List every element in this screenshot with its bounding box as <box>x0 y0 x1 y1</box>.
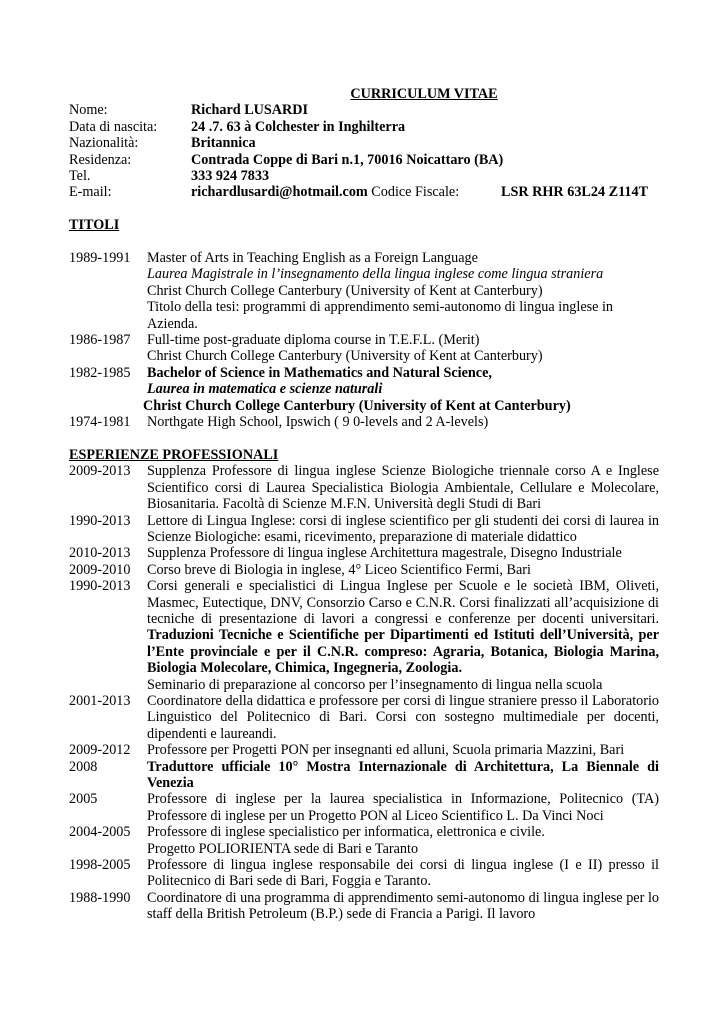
personal-info <box>69 102 659 200</box>
entry-text: Professore di lingua inglese responsabile dei corsi di lingua inglese (I e II) presso il Politecnico di Bari sede di Bari, Foggia e Taranto. <box>147 857 659 890</box>
list-item <box>69 332 659 365</box>
phone-row <box>69 168 659 184</box>
entry-text: Professore di inglese specialistico per informatica, elettronica e civile. <box>147 824 545 841</box>
list-item <box>69 693 659 742</box>
list-item <box>69 513 659 546</box>
fiscal-code-value: LSR RHR 63L24 Z114T <box>501 184 649 201</box>
email-row <box>69 184 659 200</box>
entry-line: Northgate High School, Ipswich ( 9 0-levels and 2 A-levels) <box>147 414 489 431</box>
entry-bold-text: Traduzioni Tecniche e Scientifiche per Dipartimenti ed Istituti dell’Università, per l’Ente provinciale e per il C.N.R. compreso: Agraria, Botanica, Biologia Marina, Biologia Molecolare, Chimica, Ingegneria, Zoologia. <box>147 627 659 677</box>
phone-value: 333 924 7833 <box>191 168 270 185</box>
name-row <box>69 102 659 118</box>
entry-year: 1989-1991 <box>69 250 131 267</box>
esperienze-list <box>69 463 659 922</box>
entry-text: Corso breve di Biologia in inglese, 4° Liceo Scientifico Fermi, Bari <box>147 561 531 578</box>
nationality-value: Britannica <box>191 135 256 152</box>
entry-year: 2004-2005 <box>69 824 131 841</box>
entry-line: Christ Church College Canterbury (University of Kent at Canterbury) <box>143 397 571 414</box>
entry-line: Full-time post-graduate diploma course in T.E.F.L. (Merit) <box>147 332 480 349</box>
list-item <box>69 545 659 561</box>
entry-year: 2009-2010 <box>69 561 131 578</box>
entry-text: Supplenza Professore di lingua inglese Scienze Biologiche triennale corso A e Inglese Scientifico corsi di Laurea Specialistica Biologia Ambientale, Cellulare e Molecolare, Biosanitaria. Facoltà di Scienze M.F.N. Università degli Studi di Bari <box>147 463 659 513</box>
entry-text: Lettore di Lingua Inglese: corsi di inglese scientifico per gli studenti dei corsi di laurea in Scienze Biologiche: esami, ricevimento, preparazione di materiale didattico <box>147 512 659 545</box>
entry-year: 1990-2013 <box>69 578 131 595</box>
nationality-label: Nazionalità: <box>69 135 139 152</box>
entry-line: Bachelor of Science in Mathematics and Natural Science, <box>147 364 492 381</box>
entry-year: 1982-1985 <box>69 364 131 381</box>
entry-text: Supplenza Professore di lingua inglese Architettura magestrale, Disegno Industriale <box>147 545 622 562</box>
entry-line: Laurea Magistrale in l’insegnamento della lingua inglese come lingua straniera <box>147 266 604 283</box>
entry-year: 2009-2013 <box>69 463 131 480</box>
entry-text: Professore di inglese per la laurea specialistica in Informazione, Politecnico (TA) Professore di inglese per un Progetto PON al Liceo Scientifico L. Da Vinci Noci <box>147 791 659 824</box>
entry-year: 2001-2013 <box>69 692 131 709</box>
residence-row <box>69 152 659 168</box>
entry-text: Corsi generali e specialistici di Lingua Inglese per Scuole e le società IBM, Oliveti, Masmec, Eutectique, DNV, Consorzio Carso e C.N.R. Corsi finalizzati all’acquisizione di tecniche di presentazione di lavori a congressi e conferenze per docenti universitari. <box>147 578 659 627</box>
entry-year: 2005 <box>69 791 98 808</box>
residence-value: Contrada Coppe di Bari n.1, 70016 Noicattaro (BA) <box>191 151 504 168</box>
entry-year: 1998-2005 <box>69 857 131 874</box>
entry-text: Professore per Progetti PON per insegnanti ed alluni, Scuola primaria Mazzini, Bari <box>147 742 625 759</box>
cv-page <box>69 86 659 923</box>
residence-label: Residenza: <box>69 151 132 168</box>
entry-line: Christ Church College Canterbury (University of Kent at Canterbury) <box>147 348 543 365</box>
entry-line: Laurea in matematica e scienze naturali <box>147 381 383 398</box>
list-item <box>69 824 659 857</box>
list-item <box>69 463 659 512</box>
entry-year: 1990-2013 <box>69 512 131 529</box>
list-item <box>69 250 659 332</box>
birth-row <box>69 119 659 135</box>
list-item <box>69 414 659 430</box>
esperienze-heading: ESPERIENZE PROFESSIONALI <box>69 446 279 463</box>
entry-year: 1974-1981 <box>69 414 131 431</box>
entry-year: 1986-1987 <box>69 332 131 349</box>
entry-year: 1988-1990 <box>69 889 131 906</box>
list-item <box>69 759 659 792</box>
entry-after-text: Progetto POLIORIENTA sede di Bari e Taranto <box>147 840 419 857</box>
entry-line: Master of Arts in Teaching English as a Foreign Language <box>147 250 478 267</box>
birth-label: Data di nascita: <box>69 118 158 135</box>
list-item <box>69 890 659 923</box>
entry-line: Christ Church College Canterbury (University of Kent at Canterbury) <box>147 282 543 299</box>
email-label: E-mail: <box>69 184 112 201</box>
list-item <box>69 562 659 578</box>
name-label: Nome: <box>69 102 108 119</box>
entry-year: 2010-2013 <box>69 545 131 562</box>
titoli-list <box>69 250 659 430</box>
email-value: richardlusardi@hotmail.com <box>191 184 368 201</box>
phone-label: Tel. <box>69 168 91 185</box>
entry-after-text: Seminario di preparazione al concorso per l’insegnamento di lingua nella scuola <box>147 676 603 693</box>
entry-bold-text: Traduttore ufficiale 10° Mostra Internazionale di Architettura, La Biennale di Venezia <box>147 758 659 792</box>
name-value: Richard LUSARDI <box>191 102 309 119</box>
list-item <box>69 365 659 414</box>
list-item <box>69 578 659 693</box>
entry-text: Coordinatore della didattica e professore per corsi di lingue straniere presso il Laboratorio Linguistico del Politecnico di Bari. Corsi con sostegno multimediale per docenti, dipendenti e laureandi. <box>147 692 659 742</box>
entry-line: Titolo della tesi: programmi di apprendimento semi-autonomo di lingua inglese in Azienda. <box>147 299 614 332</box>
list-item <box>69 857 659 890</box>
nationality-row <box>69 135 659 151</box>
list-item <box>69 742 659 758</box>
entry-text: Coordinatore di una programma di apprendimento semi-autonomo di lingua inglese per lo staff della British Petroleum (B.P.) sede di Francia a Parigi. Il lavoro <box>147 889 659 923</box>
page-title: CURRICULUM VITAE <box>350 86 498 102</box>
list-item <box>69 791 659 824</box>
entry-year: 2008 <box>69 758 98 775</box>
entry-year: 2009-2012 <box>69 742 131 759</box>
birth-value: 24 .7. 63 à Colchester in Inghilterra <box>191 118 406 135</box>
titoli-heading: TITOLI <box>69 217 120 234</box>
fiscal-code-label: Codice Fiscale: <box>367 184 460 201</box>
